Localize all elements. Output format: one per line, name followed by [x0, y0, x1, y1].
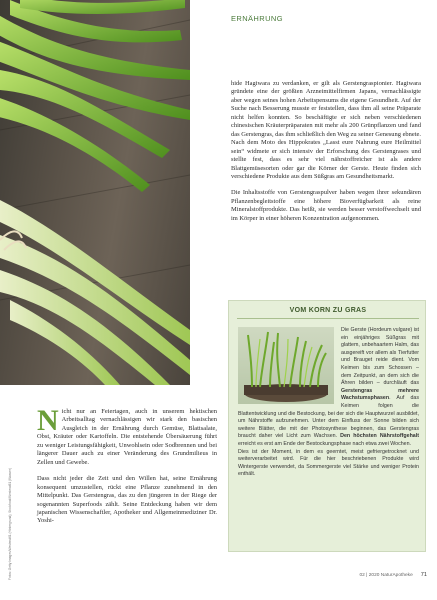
wheatgrass-photo — [0, 0, 190, 385]
article-right-column — [231, 80, 421, 231]
info-paragraph: Die Gerste (Hordeum vulgare) ist ein einjähriges Süßgras mit glattem, unbehaartem Halm, das ausgereift vor allem als Tierfutter und Brauget reide dient. Vom Keimen bis zum Schossen – dem Zeitpunkt, an dem sich die Ähren bilden – durchläuft das Gerstengras mehrere Wachstumsphasen. Auf das Keimen folgen die Blattentwicklung und die Bestockung, bei der sich die Hauptwurzel ausbildet, um Nährstoffe aufzunehmen. Unter dem Einfluss der Sonne bilden sich weitere Blätter, die mit der Photosynthese beginnen, das Gerstengras braucht daher viel Licht zum Wachsen. Den höchsten Nährstoffgehalt erreicht es erst am Ende der Bestockungsphase nach etwa zwei Wochen. — [238, 327, 419, 447]
grass-illustration — [0, 0, 190, 385]
issue-label: 02 | 2020 NaturApotheke — [359, 573, 413, 578]
article-left-column — [37, 404, 217, 534]
page-number: 71 — [420, 572, 427, 578]
paragraph: Die Inhaltsstoffe von Gerstengraspulver haben wegen ihrer sekundären Pflanzenbegleitstoffe eine höhere Bioverfügbarkeit als reine Mineralstoffprodukte. Das heißt, sie werden besser verstoffwechselt und im Körper in einer höheren Konzentration aufgenommen. — [231, 189, 421, 222]
info-box-title: VOM KORN ZU GRAS — [289, 307, 367, 314]
photo-credit: Fotos: Getty Images/Westend61 (Hintergrund); Stockfood/Westend61 (Wasser) — [8, 468, 12, 580]
divider — [237, 318, 419, 319]
paragraph: Nicht nur an Feiertagen, auch in unserem hektischen Arbeitsalltag vernachlässigen wir stark den basischen Ausgleich in der Ernährung durch Gemüse, Blattsalate, Obst, Kräuter oder Kartoffeln. Die entstehende Übersäuerung führt zu weniger Leistungsfähigkeit, Unwohlsein oder Sodbrennen und bei längerer Dauer auch zu einer Veränderung des Grundmilieus in Zellen und Gewebe. — [37, 404, 217, 466]
paragraph: hide Hagiwara zu verdanken, er gilt als Gerstengraspionier. Hagiwara gründete eine der größten Arzneimittelfirmen Japans, vernachlässigte aber wegen seines hohen Arbeitspensums die eigene Gesundheit. Auf der Suche nach Besserung musste er feststellen, dass ihm all seine Präparate nicht helfen konnten. So beschäftigte er sich neben verschiedenen chinesischen Kräuterpräparaten mit mehr als 200 Grünpflanzen und fand das Gerstengras, das ihm schließlich den Weg zu seiner Genesung ebnete. Nach dem Moto des Hippokrates „Lasst eure Nahrung eure Heilmittel sein“ widmete er sich intensiv der Erforschung des Gerstengrases und stellte fest, dass es sehr viel nährstoffreicher ist als andere Blattgemüsesorten oder gar die Körner der Gerste. Heute finden sich verschiedene Produkte aus dem Süßgras am Gesundheitsmarkt. — [231, 80, 421, 180]
info-box — [228, 300, 426, 552]
page-footer — [360, 572, 428, 578]
info-box-text — [238, 327, 419, 479]
info-paragraph: Dies ist der Moment, in dem es geerntet, meist gefriergetrocknet und weiterverarbeitet wird. Für die hier beschriebenen Produkte wird Wintergerste verwendet, da Sommergerste viel Stärke und weniger Protein enthält. — [238, 448, 419, 478]
paragraph: Dass nicht jeder die Zeit und den Willen hat, seine Ernährung konsequent umzustellen, rückt eine Pflanze zunehmend in den Mittelpunkt. Das Gerstengras, das zu den jüngeren in der Riege der sogenannten Superfoods zählt. Seine Entdeckung haben wir dem japanischen Wissenschaftler, Apotheker und Allgemeinmediziner Dr. Yoshi- — [37, 475, 217, 525]
section-label: ERNÄHRUNG — [231, 14, 283, 23]
drop-cap: N — [37, 404, 59, 437]
